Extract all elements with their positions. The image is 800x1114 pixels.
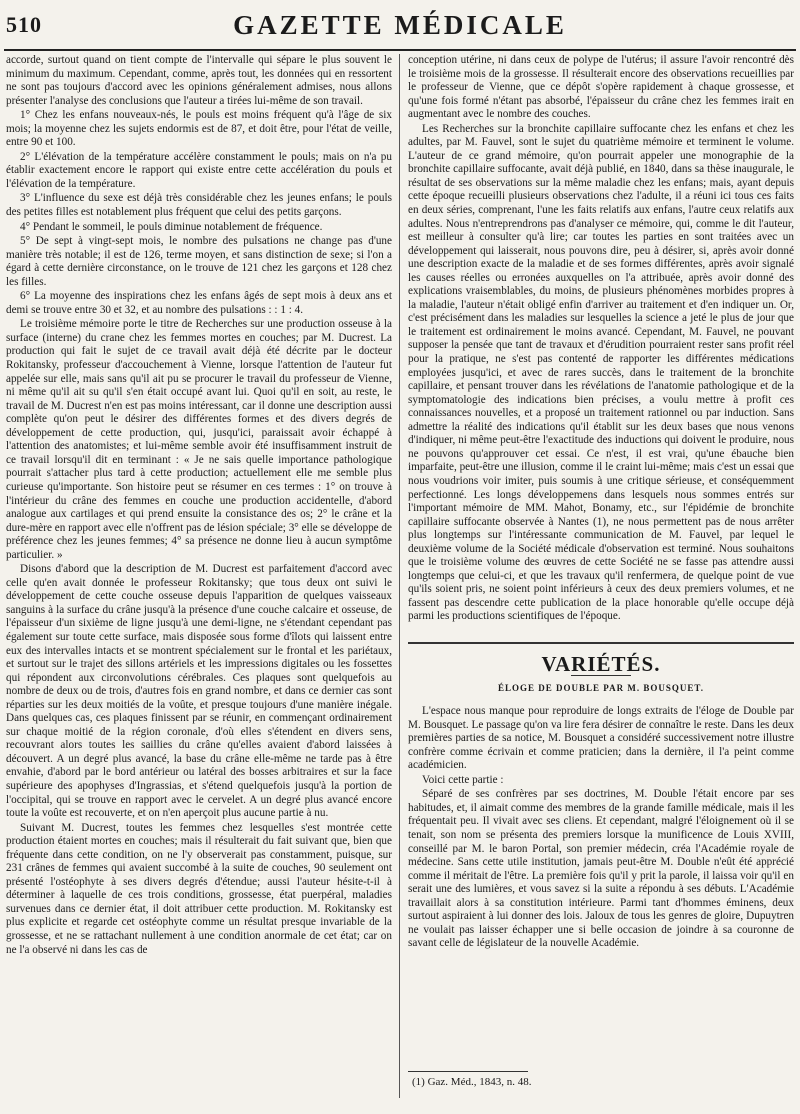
right-column: [408, 54, 794, 1098]
varietes-paragraph: Séparé de ses confrères par ses doctrines, M. Double l'était encore par ses habitudes, et, il aimait comme des membres de la grande famille médicale, mais il les fréquentait peu. Il vivait avec ses cliens. Et cependant, malgré l'éloignement où il se tenait, son nom se présenta des premiers lorsque la munificence de Louis XVIII, conseillé par M. le baron Portal, son premier médecin, créa l'Académie royale de médecine. Sans cette utile institution, jamais peut-être M. Double n'eût été apprécié comme il méritait de l'être. La première fois qu'il y prit la parole, il laissa voir qu'il en serait une des lumières, et vous savez si la suite a répondu à ses débuts. L'Académie travaillait alors à sa constitution intérieure. Parmi tant d'hommes éminens, deux surtout aspiraient à lui donner des lois. Jaloux de tous les genres de gloire, Dupuytren ne voulait pas laisser échapper une si belle occasion de joindre à sa couronne de savant celle de législateur de la nouvelle Académie.: [408, 788, 794, 950]
section-divider: [408, 642, 794, 644]
footnote: (1) Gaz. Méd., 1843, n. 48.: [412, 1076, 532, 1088]
conclusion-item: 5° De sept à vingt-sept mois, le nombre des pulsations ne change pas d'une manière très notable; il est de 126, terme moyen, et sans distinction de sexe; si l'on a égard à cette dernière circonstance, on le trouve de 121 chez les garçons et 128 chez les filles.: [6, 235, 392, 288]
varietes-paragraph: Voici cette partie :: [422, 773, 504, 786]
article-paragraph: Le troisième mémoire porte le titre de Recherches sur une production osseuse à la surface (interne) du crane chez les femmes mortes en couches; par M. Ducrest. La production qui fait le sujet de ce travail avait déjà été décrite par le docteur Rokitansky, professeur d'accouchement à Vienne, lorsque l'attention de l'auteur fut appelée sur elle, mais sans qu'il ait pu se procurer le travail du professeur de Vienne, ni même qu'il ait su qu'il s'en était occupé avant lui. Quoi qu'il en soit, au reste, le travail de M. Ducrest n'en est pas moins intéressant, car il donne une description aussi complète qu'on peut le désirer des différentes formes et des divers degrés de développement de cette production, qui, jusqu'ici, paraissait avoir échappé à l'attention des anatomistes; et lui-même semble avoir été insuffisamment instruit de ce travail lorsqu'il dit en terminant : « Je ne sais quelle importance pathologique pourrait s'attacher plus tard à cette production; actuellement elle me semble plus curieuse qu'importante. Son histoire peut se résumer en ces termes : 1° on trouve à l'intérieur du crâne des femmes en couche une production accidentelle, d'abord analogue aux cartilages et qui prend ensuite la consistance des os; 2° le crâne et la dure-mère en rapport avec elle n'offrent pas de lésion spéciale; 3° elle se développe de préférence chez les jeunes femmes; 4° sa présence ne donne lieu à aucun symptôme particulier. »: [6, 318, 392, 561]
conclusion-item: 2° L'élévation de la température accélère constamment le pouls; mais on n'a pu établir exactement encore le rapport qui existe entre cette accélération du pouls et l'élévation de la température.: [6, 150, 392, 190]
page-number: 510: [6, 12, 42, 37]
section-subtitle: ÉLOGE DE DOUBLE PAR M. BOUSQUET.: [498, 682, 704, 693]
article-paragraph: conception utérine, ni dans ceux de polype de l'utérus; il assure l'avoir rencontré dès le troisième mois de la grossesse. Il résulterait encore des observations recueillies par le professeur de Vienne, que ce dépôt s'opère rapidement à chaque grossesse, et qu'une fois formé n'étant pas absorbé, l'épaisseur du crâne chez les femmes irait en augmentant avec le nombre des couches.: [408, 54, 794, 121]
varietes-paragraph: L'espace nous manque pour reproduire de longs extraits de l'éloge de Double par M. Bousquet. Le passage qu'on va lire fera désirer de connaître le reste. Dans les deux premières parties de sa notice, M. Bousquet a considéré successivement notre illustre confrère comme écrivain et comme praticien; dans la dernière, il l'a peint comme académicien.: [408, 705, 794, 772]
conclusion-item: 4° Pendant le sommeil, le pouls diminue notablement de fréquence.: [20, 220, 323, 233]
article-paragraph: accorde, surtout quand on tient compte de l'intervalle qui sépare le plus souvent le minimum du maximum. Cependant, comme, après tout, les données qui en ressortent ne sont pas toujours d'accord avec les opinions généralement admises, nous allons présenter l'analyse des conclusions que l'auteur a tirées lui-même de son travail.: [6, 54, 392, 107]
article-paragraph: Suivant M. Ducrest, toutes les femmes chez lesquelles s'est montrée cette production étaient mortes en couches; mais il résulterait du fait suivant que, bien que fréquente dans cette condition, on ne l'y observerait pas constamment, puisque, sur 231 crânes de femmes qui avaient succombé à la suite de couches, 90 seulement ont présenté l'ostéophyte à ses divers degrés d'étendue; aussi l'auteur hésite-t-il à déterminer à laquelle de ces trois conditions, grossesse, état puerpéral, maladies survenues dans ce dernier état, il doit attribuer cette production. M. Rokitansky est plus explicite et regarde cet ostéophyte comme un résultat presque invariable de la grossesse, et ne se rattachant nullement à une condition anormale de cet état; car on ne l'a observé ni dans les cas de: [6, 821, 392, 956]
article-paragraph: Les Recherches sur la bronchite capillaire suffocante chez les enfans et chez les adultes, par M. Fauvel, sont le sujet du quatrième mémoire et terminent le volume. L'auteur de ce grand mémoire, qu'on pourrait appeler une monographie de la bronchite capillaire suffocante, avait déjà publié, en 1840, dans sa thèse inaugurale, le résultat de ses observations sur la même maladie chez les enfans; mais, ayant depuis cette époque recueilli plusieurs observations chez l'adulte, il a réuni ici tous ces faits en deux séries, comprenant, l'une les faits relatifs aux enfans, l'autre ceux relatifs aux adultes. Nous n'entreprendrons pas d'analyser ce mémoire, qui, comme le dit l'auteur, est meilleur à consulter qu'à lire; car toutes les parties en sont traitées avec un développement qui laisserait, nous pouvons dire, peu à désirer, si, après avoir donné une description exacte de la maladie et de ses formes différentes, après avoir signalé les causes réelles ou erronées auxquelles on l'a attribuée, après avoir donné des explications vraisemblables, du moins, de plusieurs phénomènes morbides propres à la maladie, l'auteur n'était obligé enfin d'arriver au traitement et d'en indiquer un. Or, c'est précisément dans les maladies sur lesquelles la science a jeté le plus de jour que le traitement est ordinairement le moins avancé. Cependant, M. Fauvel, ne pouvant supposer la pensée que tant de travaux et d'érudition pourraient rester sans profit réel pour la pratique, ne s'est pas contenté de rapporter les différentes médications employées jusqu'ici, et avec de rares succès, dans le traitement de la bronchite capillaire, et pensant trouver dans les révélations de l'anatomie pathologique et de la symptomatologie des indications bien précises, a voulu mettre à profit ces connaissances nouvelles, et a proposé un traitement rationnel ou par induction. Sans admettre la réalité des indications qu'il établit sur les deux bases que nous venons d'indiquer, ni même peut-être l'exactitude des inductions qui doivent le produire, nous ne pouvons qu'approuver cet essai. Ce n'est, il est vrai, qu'une ébauche bien imparfaite, peut-être une illusion, comme il le craint lui-même; mais c'est un essai que nous voudrions voir imiter, puis soumis à une critique sérieuse, et conséquemment perfectionné. Les longs développemens dans lesquels nous sommes entrés sur l'important mémoire de MM. Mahot, Bonamy, etc., sur l'épidémie de bronchite capillaire suffocante observée à Nantes (1), ne nous permettent pas de nous arrêter plus longtemps sur l'intéressante communication de M. Fauvel, par lequel le deuxième volume de la Société médicale d'observation est terminé. Nous souhaitons que le troisième volume des œuvres de cette Société ne se fasse pas attendre aussi longtemps que celui-ci, et que les travaux qu'il renfermera, de quelque point de vue qu'ils soient pris, ne soient point inférieurs à ceux des deux premiers volumes, et ne fassent pas descendre cette publication de la place honorable qu'elle occupe déjà parmi les productions scientifiques de l'époque.: [408, 122, 794, 623]
conclusion-item: 3° L'influence du sexe est déjà très considérable chez les jeunes enfans; le pouls des petites filles est notablement plus fréquent que celui des petits garçons.: [6, 192, 392, 219]
section-title: VARIÉTÉS.: [541, 651, 661, 676]
footnote-rule: [408, 1071, 528, 1072]
page-header: [0, 0, 800, 50]
conclusion-item: 6° La moyenne des inspirations chez les enfans âgés de sept mois à deux ans et demi se trouve entre 30 et 32, et au nombre des pulsations : : 1 : 4.: [6, 290, 392, 316]
article-paragraph: Disons d'abord que la description de M. Ducrest est parfaitement d'accord avec celle qu'en avait donnée le professeur Rokitansky; que tous deux ont suivi le développement de cette couche osseuse depuis l'apparition de quelques vaisseaux sanguins à la surface du crâne jusqu'à la présence d'une couche calcaire et osseuse, de l'épaisseur d'un sixième de ligne jusqu'à une demi-ligne, ne s'étendant cependant pas également sur toute cette surface, mais disposée sous forme d'îlots qui laissent entre eux des intervalles intacts et se montrent spécialement sur le frontal et les pariétaux, et surtout sur le trajet des sillons artériels et les impressions digitales ou les fossettes qui répondent aux circonvolutions cérébrales. Ces plaques sont quelquefois au nombre de deux ou de trois, d'autres fois en grand nombre, et dans ce dernier cas sont réparties sur les deux moitiés de la voûte, et presque toujours d'une manière inégale. Dans quelques cas, ces plaques finissent par se réunir, en commençant ordinairement sur chaque moitié de la région coronale, d'où elles s'étendent en divers sens, recouvrant alors toutes les saillies du crâne qu'elles avaient d'abord laissées à découvert. A un degré plus avancé, la base du crâne elle-même ne tarde pas à être envahie, d'abord par le bord antérieur ou latéral des bosses arbitraires et sur la face supérieure des apophyses d'Ingrassias, et s'étend quelquefois jusqu'à la portion de l'occipital, qui se trouve en rapport avec le cervelet. A un degré plus avancé encore toute la voûte est recouverte, et on n'en aperçoit plus aucune partie à nu.: [6, 563, 392, 820]
header-rule: [4, 49, 796, 51]
column-divider: [399, 54, 400, 1098]
journal-title: GAZETTE MÉDICALE: [233, 10, 567, 40]
left-column: [6, 54, 392, 1098]
conclusion-item: 1° Chez les enfans nouveaux-nés, le pouls est moins fréquent qu'à l'âge de six mois; la moyenne chez les sujets endormis est de 87, et doit être, pour l'état de veille, entre 90 et 100.: [6, 109, 392, 149]
